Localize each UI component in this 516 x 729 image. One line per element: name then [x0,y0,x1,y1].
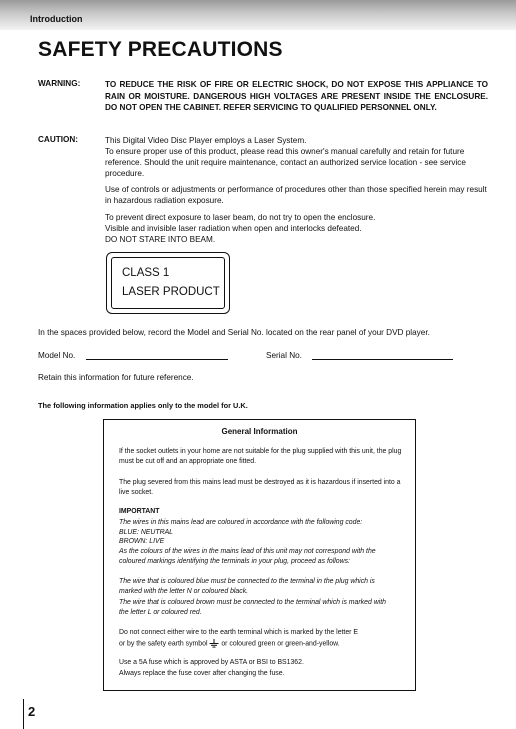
page-title: SAFETY PRECAUTIONS [38,38,283,61]
caution-paragraph-3-line-1: To prevent direct exposure to laser beam, do not try to open the enclosure. [105,213,376,222]
page-number-rule [23,699,24,729]
gi-blue-wire: The wire that is coloured blue must be connected to the terminal in the plug which is marked with the letter N or coloured black. [119,578,375,595]
laser-label-inner-frame [111,257,225,309]
laser-product-label [106,252,230,314]
gi-earth-line-1: Do not connect either wire to the earth terminal which is marked by the letter E [119,629,358,636]
caution-line-2: To ensure proper use of this product, please read this owner's manual carefully and retain for future reference. Should the unit require maintenance, contact an authorized service location - see service procedure. [105,147,466,179]
gi-blue-neutral: BLUE: NEUTRAL [119,529,173,536]
general-information-box [103,419,416,691]
gi-fuse-line-1: Use a 5A fuse which is approved by ASTA or BSI to BS1362. [119,659,304,666]
section-label: Introduction [30,14,83,24]
header-bar [0,0,516,30]
serial-label: Serial No. [266,351,302,360]
model-label: Model No. [38,351,76,360]
warning-text: TO REDUCE THE RISK OF FIRE OR ELECTRIC SHOCK, DO NOT EXPOSE THIS APPLIANCE TO RAIN OR MOISTURE. DANGEROUS HIGH VOLTAGES ARE PRESENT INSIDE THE ENCLOSURE. DO NOT OPEN THE CABINET. REFER SERVICING TO QUALIFIED PERSONNEL ONLY. [105,80,488,113]
gi-earth-line-2a: or by the safety earth symbol [119,640,208,648]
gi-earth-line-2b: or coloured green or green-and-yellow. [221,640,340,648]
caution-line-1: This Digital Video Disc Player employs a Laser System. [105,136,307,145]
laser-product-text: LASER PRODUCT [122,286,220,298]
general-information-title: General Information [221,427,298,436]
gi-earth-line-2 [119,639,406,650]
caution-paragraph-3-line-3: DO NOT STARE INTO BEAM. [105,235,216,244]
record-instruction: In the spaces provided below, record the Model and Serial No. located on the rear panel of your DVD player. [38,328,430,337]
gi-important-line: The wires in this mains lead are coloured in accordance with the following code: [119,519,363,526]
safety-earth-icon [209,639,219,648]
caution-paragraph-3-line-2: Visible and invisible laser radiation when open and interlocks defeated. [105,224,362,233]
model-entry-line [86,359,228,360]
gi-colours-note: As the colours of the wires in the mains lead of this unit may not correspond with the coloured markings identifying the terminals in your plug, proceed as follows: [119,548,376,565]
gi-paragraph-1: If the socket outlets in your home are not suitable for the plug supplied with this unit, the plug must be cut off and an appropriate one fitted. [119,448,402,466]
gi-brown-live: BROWN: LIVE [119,538,165,545]
laser-class-text: CLASS 1 [122,267,170,279]
gi-important-heading: IMPORTANT [119,508,160,515]
gi-brown-wire: The wire that is coloured brown must be connected to the terminal which is marked with the letter L or coloured red. [119,599,386,617]
gi-fuse-line-2: Always replace the fuse cover after changing the fuse. [119,670,285,677]
uk-note: The following information applies only to the model for U.K. [38,401,248,410]
retain-text: Retain this information for future reference. [38,373,194,382]
warning-label: WARNING: [38,79,81,88]
gi-paragraph-2: The plug severed from this mains lead must be destroyed as it is hazardous if inserted into a live socket. [119,479,401,497]
serial-entry-line [312,359,453,360]
caution-paragraph-2: Use of controls or adjustments or performance of procedures other than those specified herein may result in hazardous radiation exposure. [105,185,487,206]
page-number: 2 [28,704,36,719]
caution-label: CAUTION: [38,135,79,144]
